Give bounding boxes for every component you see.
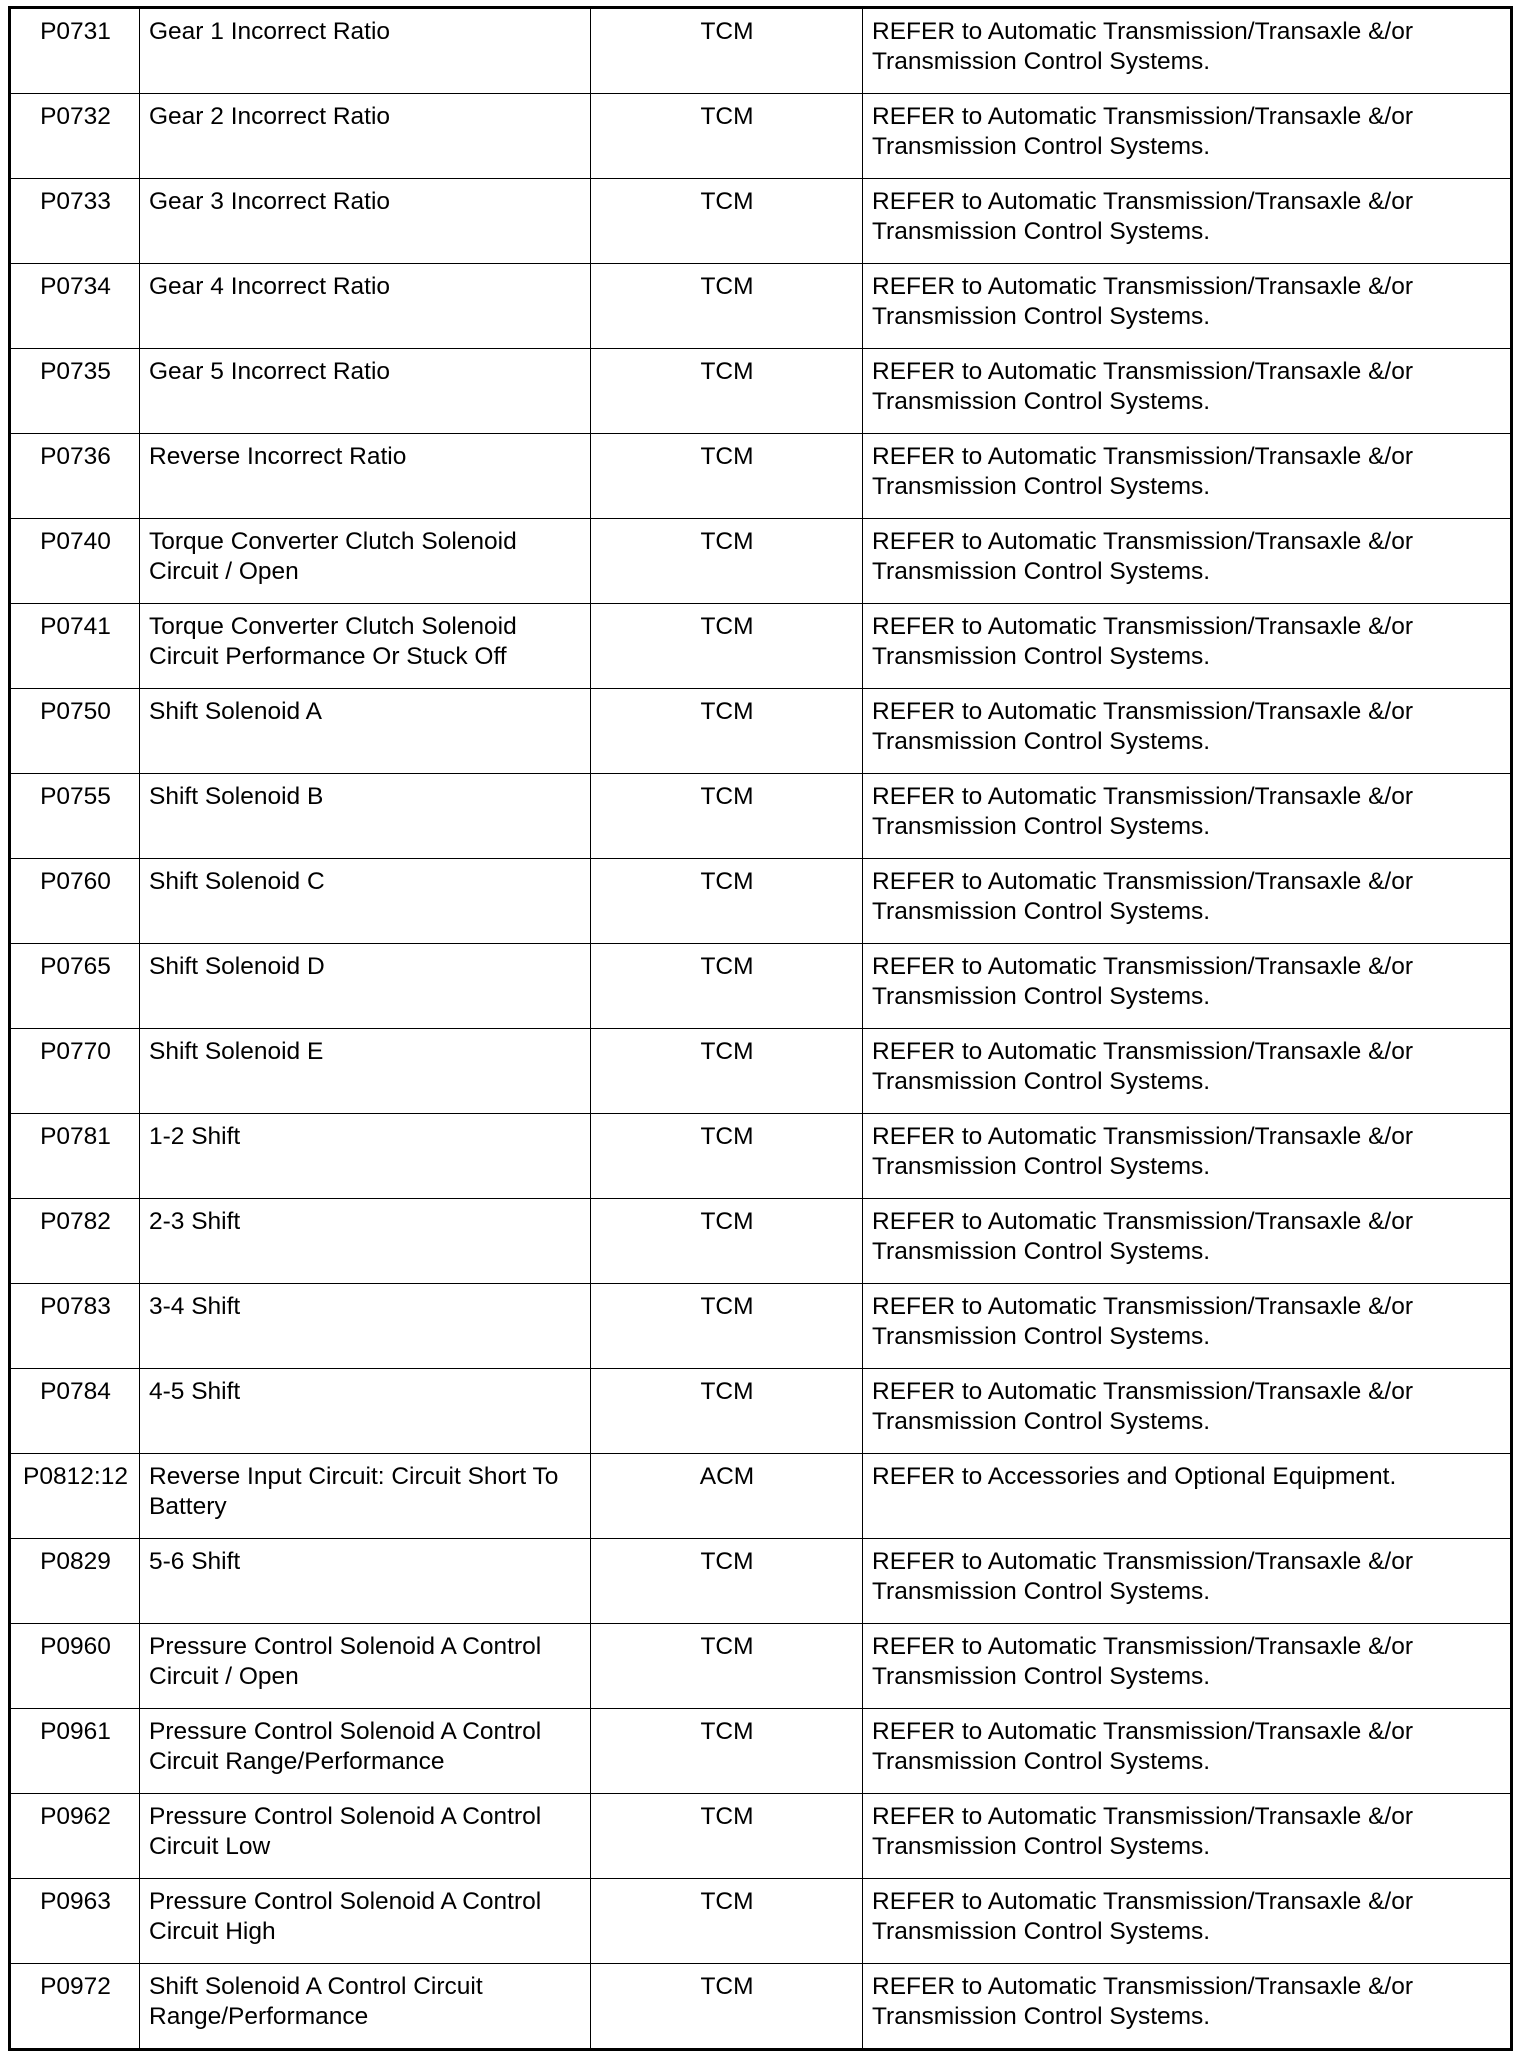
dtc-code-cell: P0740 [10, 519, 140, 604]
dtc-module-cell: ACM [591, 1454, 863, 1539]
dtc-description-cell: 4-5 Shift [140, 1369, 591, 1454]
dtc-action-cell: REFER to Automatic Transmission/Transaxle &/or Transmission Control Systems. [863, 434, 1512, 519]
dtc-action-cell: REFER to Automatic Transmission/Transaxle &/or Transmission Control Systems. [863, 1114, 1512, 1199]
dtc-code-cell: P0784 [10, 1369, 140, 1454]
dtc-action-cell: REFER to Automatic Transmission/Transaxle &/or Transmission Control Systems. [863, 1964, 1512, 2050]
dtc-module-cell: TCM [591, 1709, 863, 1794]
table-row [10, 1284, 1512, 1369]
table-row [10, 519, 1512, 604]
dtc-description-cell: Shift Solenoid B [140, 774, 591, 859]
dtc-action-cell: REFER to Automatic Transmission/Transaxle &/or Transmission Control Systems. [863, 1539, 1512, 1624]
table-row [10, 1029, 1512, 1114]
dtc-code-cell: P0812:12 [10, 1454, 140, 1539]
dtc-description-cell: Shift Solenoid A [140, 689, 591, 774]
dtc-module-cell: TCM [591, 1624, 863, 1709]
dtc-action-cell: REFER to Automatic Transmission/Transaxle &/or Transmission Control Systems. [863, 1369, 1512, 1454]
dtc-description-cell: Shift Solenoid D [140, 944, 591, 1029]
dtc-module-cell: TCM [591, 519, 863, 604]
dtc-action-cell: REFER to Automatic Transmission/Transaxle &/or Transmission Control Systems. [863, 179, 1512, 264]
dtc-description-cell: Shift Solenoid C [140, 859, 591, 944]
dtc-action-cell: REFER to Automatic Transmission/Transaxle &/or Transmission Control Systems. [863, 1029, 1512, 1114]
table-row [10, 1539, 1512, 1624]
dtc-action-cell: REFER to Accessories and Optional Equipment. [863, 1454, 1512, 1539]
dtc-code-cell: P0770 [10, 1029, 140, 1114]
dtc-module-cell: TCM [591, 264, 863, 349]
dtc-code-cell: P0765 [10, 944, 140, 1029]
dtc-code-cell: P0735 [10, 349, 140, 434]
dtc-action-cell: REFER to Automatic Transmission/Transaxle &/or Transmission Control Systems. [863, 264, 1512, 349]
dtc-action-cell: REFER to Automatic Transmission/Transaxle &/or Transmission Control Systems. [863, 349, 1512, 434]
dtc-code-cell: P0736 [10, 434, 140, 519]
dtc-module-cell: TCM [591, 1879, 863, 1964]
dtc-module-cell: TCM [591, 434, 863, 519]
dtc-code-cell: P0783 [10, 1284, 140, 1369]
dtc-code-cell: P0960 [10, 1624, 140, 1709]
dtc-code-cell: P0732 [10, 94, 140, 179]
dtc-action-cell: REFER to Automatic Transmission/Transaxle &/or Transmission Control Systems. [863, 604, 1512, 689]
dtc-code-cell: P0760 [10, 859, 140, 944]
dtc-module-cell: TCM [591, 859, 863, 944]
table-row [10, 1454, 1512, 1539]
dtc-code-cell: P0733 [10, 179, 140, 264]
dtc-action-cell: REFER to Automatic Transmission/Transaxle &/or Transmission Control Systems. [863, 774, 1512, 859]
dtc-action-cell: REFER to Automatic Transmission/Transaxle &/or Transmission Control Systems. [863, 94, 1512, 179]
table-row [10, 859, 1512, 944]
dtc-action-cell: REFER to Automatic Transmission/Transaxle &/or Transmission Control Systems. [863, 1624, 1512, 1709]
dtc-action-cell: REFER to Automatic Transmission/Transaxle &/or Transmission Control Systems. [863, 8, 1512, 94]
table-row [10, 944, 1512, 1029]
table-row [10, 434, 1512, 519]
dtc-module-cell: TCM [591, 1284, 863, 1369]
table-row [10, 1794, 1512, 1879]
dtc-code-cell: P0750 [10, 689, 140, 774]
dtc-module-cell: TCM [591, 689, 863, 774]
dtc-code-cell: P0972 [10, 1964, 140, 2050]
dtc-description-cell: 3-4 Shift [140, 1284, 591, 1369]
dtc-description-cell: Pressure Control Solenoid A Control Circuit / Open [140, 1624, 591, 1709]
dtc-description-cell: Gear 4 Incorrect Ratio [140, 264, 591, 349]
dtc-code-cell: P0734 [10, 264, 140, 349]
dtc-table [8, 6, 1513, 2051]
table-row [10, 94, 1512, 179]
dtc-module-cell: TCM [591, 1029, 863, 1114]
dtc-action-cell: REFER to Automatic Transmission/Transaxle &/or Transmission Control Systems. [863, 519, 1512, 604]
dtc-module-cell: TCM [591, 604, 863, 689]
table-row [10, 1114, 1512, 1199]
dtc-module-cell: TCM [591, 1199, 863, 1284]
dtc-description-cell: Torque Converter Clutch Solenoid Circuit / Open [140, 519, 591, 604]
dtc-code-cell: P0782 [10, 1199, 140, 1284]
dtc-module-cell: TCM [591, 179, 863, 264]
table-row [10, 1964, 1512, 2050]
dtc-description-cell: Gear 1 Incorrect Ratio [140, 8, 591, 94]
dtc-description-cell: 5-6 Shift [140, 1539, 591, 1624]
table-row [10, 689, 1512, 774]
table-row [10, 1369, 1512, 1454]
dtc-module-cell: TCM [591, 774, 863, 859]
table-row [10, 1879, 1512, 1964]
dtc-code-cell: P0962 [10, 1794, 140, 1879]
dtc-module-cell: TCM [591, 1114, 863, 1199]
dtc-code-cell: P0781 [10, 1114, 140, 1199]
dtc-action-cell: REFER to Automatic Transmission/Transaxle &/or Transmission Control Systems. [863, 944, 1512, 1029]
dtc-description-cell: Shift Solenoid A Control Circuit Range/Performance [140, 1964, 591, 2050]
dtc-module-cell: TCM [591, 944, 863, 1029]
dtc-code-cell: P0963 [10, 1879, 140, 1964]
table-row [10, 1709, 1512, 1794]
dtc-description-cell: Pressure Control Solenoid A Control Circuit High [140, 1879, 591, 1964]
dtc-description-cell: 1-2 Shift [140, 1114, 591, 1199]
dtc-module-cell: TCM [591, 94, 863, 179]
dtc-action-cell: REFER to Automatic Transmission/Transaxle &/or Transmission Control Systems. [863, 1794, 1512, 1879]
dtc-description-cell: Gear 2 Incorrect Ratio [140, 94, 591, 179]
dtc-code-cell: P0961 [10, 1709, 140, 1794]
dtc-module-cell: TCM [591, 1794, 863, 1879]
dtc-action-cell: REFER to Automatic Transmission/Transaxle &/or Transmission Control Systems. [863, 1284, 1512, 1369]
table-row [10, 264, 1512, 349]
table-row [10, 774, 1512, 859]
dtc-description-cell: Reverse Incorrect Ratio [140, 434, 591, 519]
dtc-table-body [10, 8, 1512, 2050]
dtc-description-cell: Reverse Input Circuit: Circuit Short To Battery [140, 1454, 591, 1539]
dtc-code-cell: P0755 [10, 774, 140, 859]
dtc-code-cell: P0731 [10, 8, 140, 94]
dtc-description-cell: Pressure Control Solenoid A Control Circuit Range/Performance [140, 1709, 591, 1794]
dtc-action-cell: REFER to Automatic Transmission/Transaxle &/or Transmission Control Systems. [863, 1199, 1512, 1284]
dtc-description-cell: Pressure Control Solenoid A Control Circuit Low [140, 1794, 591, 1879]
table-row [10, 1624, 1512, 1709]
table-row [10, 8, 1512, 94]
dtc-description-cell: Shift Solenoid E [140, 1029, 591, 1114]
table-row [10, 349, 1512, 434]
dtc-description-cell: Gear 5 Incorrect Ratio [140, 349, 591, 434]
table-row [10, 1199, 1512, 1284]
dtc-action-cell: REFER to Automatic Transmission/Transaxle &/or Transmission Control Systems. [863, 859, 1512, 944]
dtc-module-cell: TCM [591, 1369, 863, 1454]
dtc-module-cell: TCM [591, 349, 863, 434]
dtc-code-cell: P0829 [10, 1539, 140, 1624]
dtc-action-cell: REFER to Automatic Transmission/Transaxle &/or Transmission Control Systems. [863, 1879, 1512, 1964]
dtc-module-cell: TCM [591, 8, 863, 94]
dtc-description-cell: Gear 3 Incorrect Ratio [140, 179, 591, 264]
dtc-description-cell: 2-3 Shift [140, 1199, 591, 1284]
dtc-action-cell: REFER to Automatic Transmission/Transaxle &/or Transmission Control Systems. [863, 689, 1512, 774]
dtc-description-cell: Torque Converter Clutch Solenoid Circuit Performance Or Stuck Off [140, 604, 591, 689]
dtc-module-cell: TCM [591, 1964, 863, 2050]
table-row [10, 604, 1512, 689]
dtc-action-cell: REFER to Automatic Transmission/Transaxle &/or Transmission Control Systems. [863, 1709, 1512, 1794]
table-row [10, 179, 1512, 264]
dtc-code-cell: P0741 [10, 604, 140, 689]
dtc-module-cell: TCM [591, 1539, 863, 1624]
